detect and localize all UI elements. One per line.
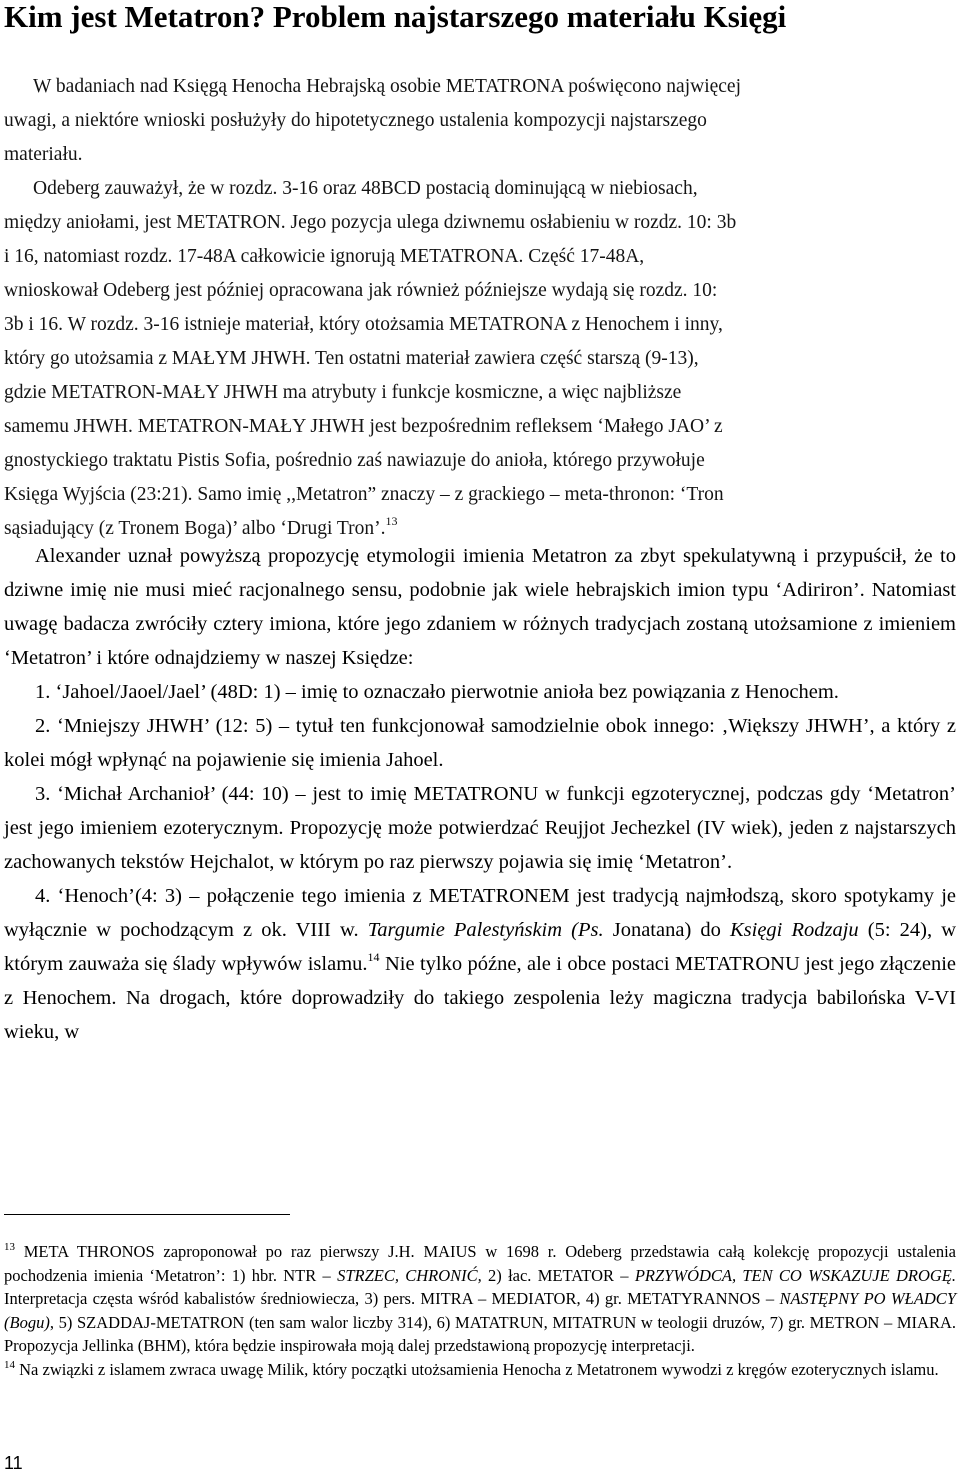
intro-line: materiału. [4,144,83,165]
list-item [4,879,956,1049]
alexander-paragraph: Alexander uznał powyższą propozycję etymologii imienia Metatron za zbyt spekulatywną i przypuścił, że to dziwne imię nie musi mieć racjonalnego sensu, podobnie jak wiele hebrajskich imion typu ‘Adiriron’. Natomiast uwagę badacza zwróciły cztery imiona, które jego zdaniem w różnych tradycjach zostaną utożsamione z imieniem ‘Metatron’ i które odnajdziemy w naszej Księdze: [4,545,956,669]
item4-italic-genesis: Księgi Rodzaju [729,919,859,941]
footnotes [4,1240,956,1381]
intro-line: W badaniach nad Księgą Henocha Hebrajską osobie METATRONA poświęcono najwięcej [33,76,741,97]
footnote-text: Interpretacja częsta wśród kabalistów średniowiecza, 3) pers. MITRA – MEDIATOR, 4) gr. METATYRANNOS – [4,1289,780,1308]
footnote-ref-13[interactable]: 13 [385,514,398,528]
footnote-italic: PRZYWÓDCA, TEN CO WSKAZUJE DROGĘ. [634,1265,956,1285]
intro-line: samemu JHWH. METATRON-MAŁY JHWH jest bezpośrednim refleksem ‘Małego JAO’ z [4,416,723,437]
footnote-number: 13 [4,1241,15,1253]
intro-line: który go utożsamia z MAŁYM JHWH. Ten ostatni materiał zawiera część starszą (9-13), [4,348,699,369]
footnote-14 [4,1358,956,1382]
item4-text-3: (5: 24), w którym zauważa się ślady wpływów islamu. [4,919,957,975]
body-text [4,539,956,1049]
intro-line-text: sąsiadujący (z Tronem Boga)’ albo ‘Drugi Tron’. [4,518,386,539]
intro-line: uwagi, a niektóre wnioski posłużyły do hipotetycznego ustalenia kompozycji najstarszego [4,110,707,131]
intro-line: gnostyckiego traktatu Pistis Sofia, pośrednio zaś nawiazuje do anioła, którego przywołuje [4,450,705,471]
list-item: 3. ‘Michał Archanioł’ (44: 10) – jest to imię METATRONU w funkcji egzoterycznej, podczas gdy ‘Metatron’ jest jego imieniem ezoterycznym. Propozycję może potwierdzać Reujjot Jechezkel (IV wiek), jeden z najstarszych zachowanych tekstów Hejchalot, w którym po raz pierwszy pojawia się imię ‘Metatron’. [4,783,956,873]
page-title: Kim jest Metatron? Problem najstarszego materiału Księgi [4,0,787,34]
list-item: 2. ‘Mniejszy JHWH’ (12: 5) – tytuł ten funkcjonował samodzielnie obok innego: ‚Większy JHWH’, a który z kolei mógł wpłynąć na pojawienie się imienia Jahoel. [4,715,956,771]
intro-paragraph [4,70,956,546]
intro-line: wnioskował Odeberg jest później opracowana jak również późniejsze wydają się rozdz. 10: [4,280,718,301]
names-list [4,675,956,1049]
footnote-text: META THRONOS zaproponował po raz pierwszy J.H. MAIUS w 1698 r. Odeberg przedstawia całą kolekcję propozycji ustalenia pochodzenia imienia ‘Metatron’: 1) hbr. NTR – [4,1242,956,1285]
item4-text-4: Nie tylko późne, ale i obce postaci METATRONU jest jego złączenie z Henochem. Na drogach, które doprowadziły do takiego zespolenia leży magiczna tradycja babilońska V-VI wieku, w [4,953,956,1043]
footnote-italic: STRZEC, CHRONIĆ, [337,1265,482,1285]
footnote-text: Na związki z islamem zwraca uwagę Milik, który początki utożsamienia Henocha z Metatronem wywodzi z kręgów ezoterycznych islamu. [15,1359,939,1379]
intro-line: i 16, natomiast rozdz. 17-48A całkowicie ignorują METATRONA. Część 17-48A, [4,246,645,267]
footnote-ref-14[interactable]: 14 [367,950,380,964]
footnote-text: 2) łac. METATOR – [481,1265,635,1285]
footnote-13 [4,1240,956,1358]
intro-line: między aniołami, jest METATRON. Jego pozycja ulega dziwnemu osłabieniu w rozdz. 10: 3b [4,212,737,233]
footnote-number: 14 [4,1358,15,1371]
item4-text-1: 4. ‘Henoch’(4: 3) – połączenie tego imienia z METATRONEM jest tradycją najmłodszą, skoro spotykamy je wyłącznie w pochodzącym z ok. VIII w. [4,885,956,941]
footnote-italic: NASTĘPNY PO WŁADCY (Bogu) [4,1289,956,1332]
item4-italic-targum: Targumie Palestyńskim (Ps. [367,919,604,941]
list-item: 1. ‘Jahoel/Jaoel/Jael’ (48D: 1) – imię to oznaczało pierwotnie anioła bez powiązania z Henochem. [35,681,839,703]
intro-line: Odeberg zauważył, że w rozdz. 3-16 oraz 48BCD postacią dominującą w niebiosach, [33,178,698,199]
footnote-text: , 5) SZADDAJ-METATRON (ten sam walor liczby 314), 6) MATATRUN, MITATRUN w teologii druzów, 7) gr. METRON – MIARA. Propozycja Jellinka (BHM), która będzie inspirowała moją dalej przedstawioną propozycję interpretacji. [4,1312,956,1355]
intro-line: 3b i 16. W rozdz. 3-16 istnieje materiał, który otożsamia METATRONA z Henochem i inny, [4,314,723,335]
footnote-separator [4,1214,290,1215]
item4-text-2: Jonatana) do [603,919,730,941]
intro-line: Księga Wyjścia (23:21). Samo imię ,,Metatron” znaczy – z grackiego – meta-thronon: ‘Tron [4,484,724,505]
page-number: 11 [4,1453,23,1473]
intro-line: gdzie METATRON-MAŁY JHWH ma atrybuty i funkcje kosmiczne, a więc najbliższe [4,382,682,403]
